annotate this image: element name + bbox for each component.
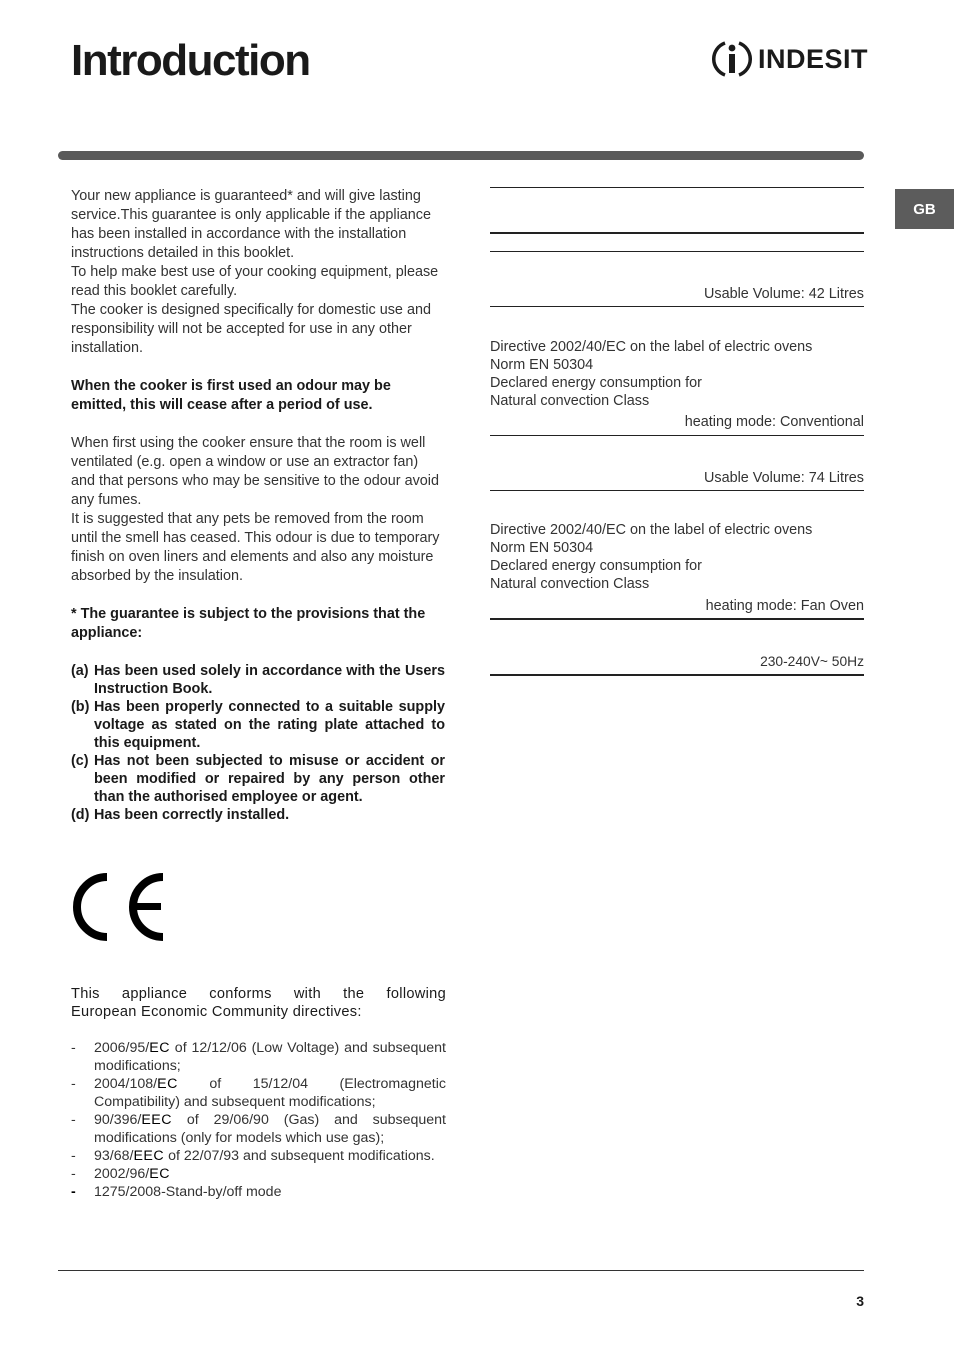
spec-volume-2: Usable Volume: 74 Litres (704, 470, 864, 486)
language-tab (895, 189, 954, 229)
spec-divider (490, 435, 864, 436)
directive-item (71, 1165, 446, 1183)
page-title: Introduction (71, 36, 310, 85)
directive-list (71, 1039, 446, 1201)
ce-mark-icon (73, 872, 169, 942)
page-number: 3 (856, 1293, 864, 1309)
intro-paragraph: To help make best use of your cooking equipment, please read this booklet carefully. (71, 264, 439, 299)
energy-line: Directive 2002/40/EC on the label of electric ovens (490, 522, 813, 538)
guarantee-condition (71, 752, 445, 806)
conformity-line: This appliance conforms with the following (71, 986, 446, 1002)
condition-label: (d) (71, 807, 90, 823)
directive-code: EC (157, 1076, 178, 1092)
directive-code: EC (149, 1040, 170, 1056)
directive-code: EC (149, 1166, 170, 1182)
guarantee-condition (71, 698, 445, 752)
energy-line: Norm EN 50304 (490, 357, 594, 373)
heating-mode-2: heating mode: Fan Oven (705, 598, 864, 614)
directive-item (71, 1183, 446, 1201)
list-dash: - (71, 1112, 76, 1128)
spec-volume-1: Usable Volume: 42 Litres (704, 286, 864, 302)
spec-divider (490, 490, 864, 491)
spec-divider (490, 674, 864, 676)
directive-code: EEC (133, 1148, 165, 1164)
spec-divider (490, 251, 864, 252)
energy-line: Natural convection Class (490, 576, 650, 592)
language-tab-label: GB (913, 200, 936, 218)
condition-text: Has been properly connected to a suitable supply voltage as stated on the rating plate attached to this equipment. (94, 699, 445, 751)
intro-paragraph: It is suggested that any pets be removed from the room until the smell has ceased. This odour is due to temporary finish on oven liners and elements and also any moisture absorbed by the insulation. (71, 511, 440, 584)
directive-text: of 29/06/90 (Gas) and subsequent modifications (only for models which use gas); (94, 1112, 446, 1146)
energy-line: Norm EN 50304 (490, 540, 594, 556)
directive-item (71, 1075, 446, 1111)
heating-mode-1: heating mode: Conventional (684, 414, 864, 430)
list-dash: - (71, 1166, 76, 1182)
directive-item (71, 1147, 446, 1165)
energy-line: Declared energy consumption for (490, 375, 702, 391)
guarantee-heading: * The guarantee is subject to the provisions that the appliance: (71, 606, 426, 641)
brand-name: INDESIT (758, 43, 869, 74)
conformity-statement (71, 985, 446, 1021)
directive-number: 90/396/ (94, 1112, 142, 1128)
intro-paragraph: When first using the cooker ensure that the room is well ventilated (e.g. open a window or use an extractor fan) and that persons who may be sensitive to the odour avoid any fumes. (71, 435, 439, 508)
condition-text: Has not been subjected to misuse or accident or been modified or repaired by any person other than the authorised employee or agent. (94, 753, 445, 805)
directive-item (71, 1111, 446, 1147)
list-dash: - (71, 1184, 76, 1200)
energy-label-block-1 (490, 338, 864, 410)
odour-warning: When the cooker is first used an odour may be emitted, this will cease after a period of use. (71, 378, 391, 413)
directive-number: 93/68/ (94, 1148, 134, 1164)
energy-line: Natural convection Class (490, 393, 650, 409)
intro-paragraph: The cooker is designed specifically for domestic use and responsibility will not be accepted for use in any other installation. (71, 302, 431, 356)
spec-divider (490, 232, 864, 234)
intro-paragraph: Your new appliance is guaranteed* and will give lasting service.This guarantee is only applicable if the appliance has been installed in accordance with the installation instructions detailed in this booklet. (71, 188, 431, 261)
energy-line: Declared energy consumption for (490, 558, 702, 574)
energy-line: Directive 2002/40/EC on the label of electric ovens (490, 339, 813, 355)
condition-text: Has been correctly installed. (94, 807, 290, 823)
indesit-i-icon (712, 38, 752, 80)
brand-logo (712, 38, 868, 80)
condition-label: (b) (71, 699, 90, 715)
header-divider-bar (58, 151, 864, 160)
list-dash: - (71, 1040, 76, 1056)
condition-text: Has been used solely in accordance with the Users Instruction Book. (94, 663, 445, 697)
list-dash: - (71, 1076, 76, 1092)
directive-number: 2004/108/ (94, 1076, 158, 1092)
directive-text: of 22/07/93 and subsequent modifications. (164, 1148, 435, 1164)
spec-divider (490, 187, 864, 188)
directive-item (71, 1039, 446, 1075)
guarantee-condition (71, 806, 445, 824)
condition-label: (a) (71, 663, 89, 679)
footer-divider (58, 1270, 864, 1271)
directive-number: 1275/2008-Stand-by/off mode (94, 1184, 282, 1200)
directive-number: 2002/96/ (94, 1166, 150, 1182)
guarantee-condition (71, 662, 445, 698)
directive-text: of 12/12/06 (Low Voltage) and subsequent modifications; (94, 1040, 446, 1074)
spec-divider (490, 618, 864, 620)
directive-code: EEC (141, 1112, 173, 1128)
directive-text: of 15/12/04 (Electromagnetic Compatibility) and subsequent modifications; (94, 1076, 446, 1110)
conformity-line: European Economic Community directives: (71, 1004, 362, 1020)
energy-label-block-2 (490, 521, 864, 593)
intro-column (71, 187, 445, 824)
voltage-rating: 230-240V~ 50Hz (760, 654, 864, 669)
list-dash: - (71, 1148, 76, 1164)
condition-label: (c) (71, 753, 89, 769)
directive-number: 2006/95/ (94, 1040, 150, 1056)
spec-divider (490, 306, 864, 307)
